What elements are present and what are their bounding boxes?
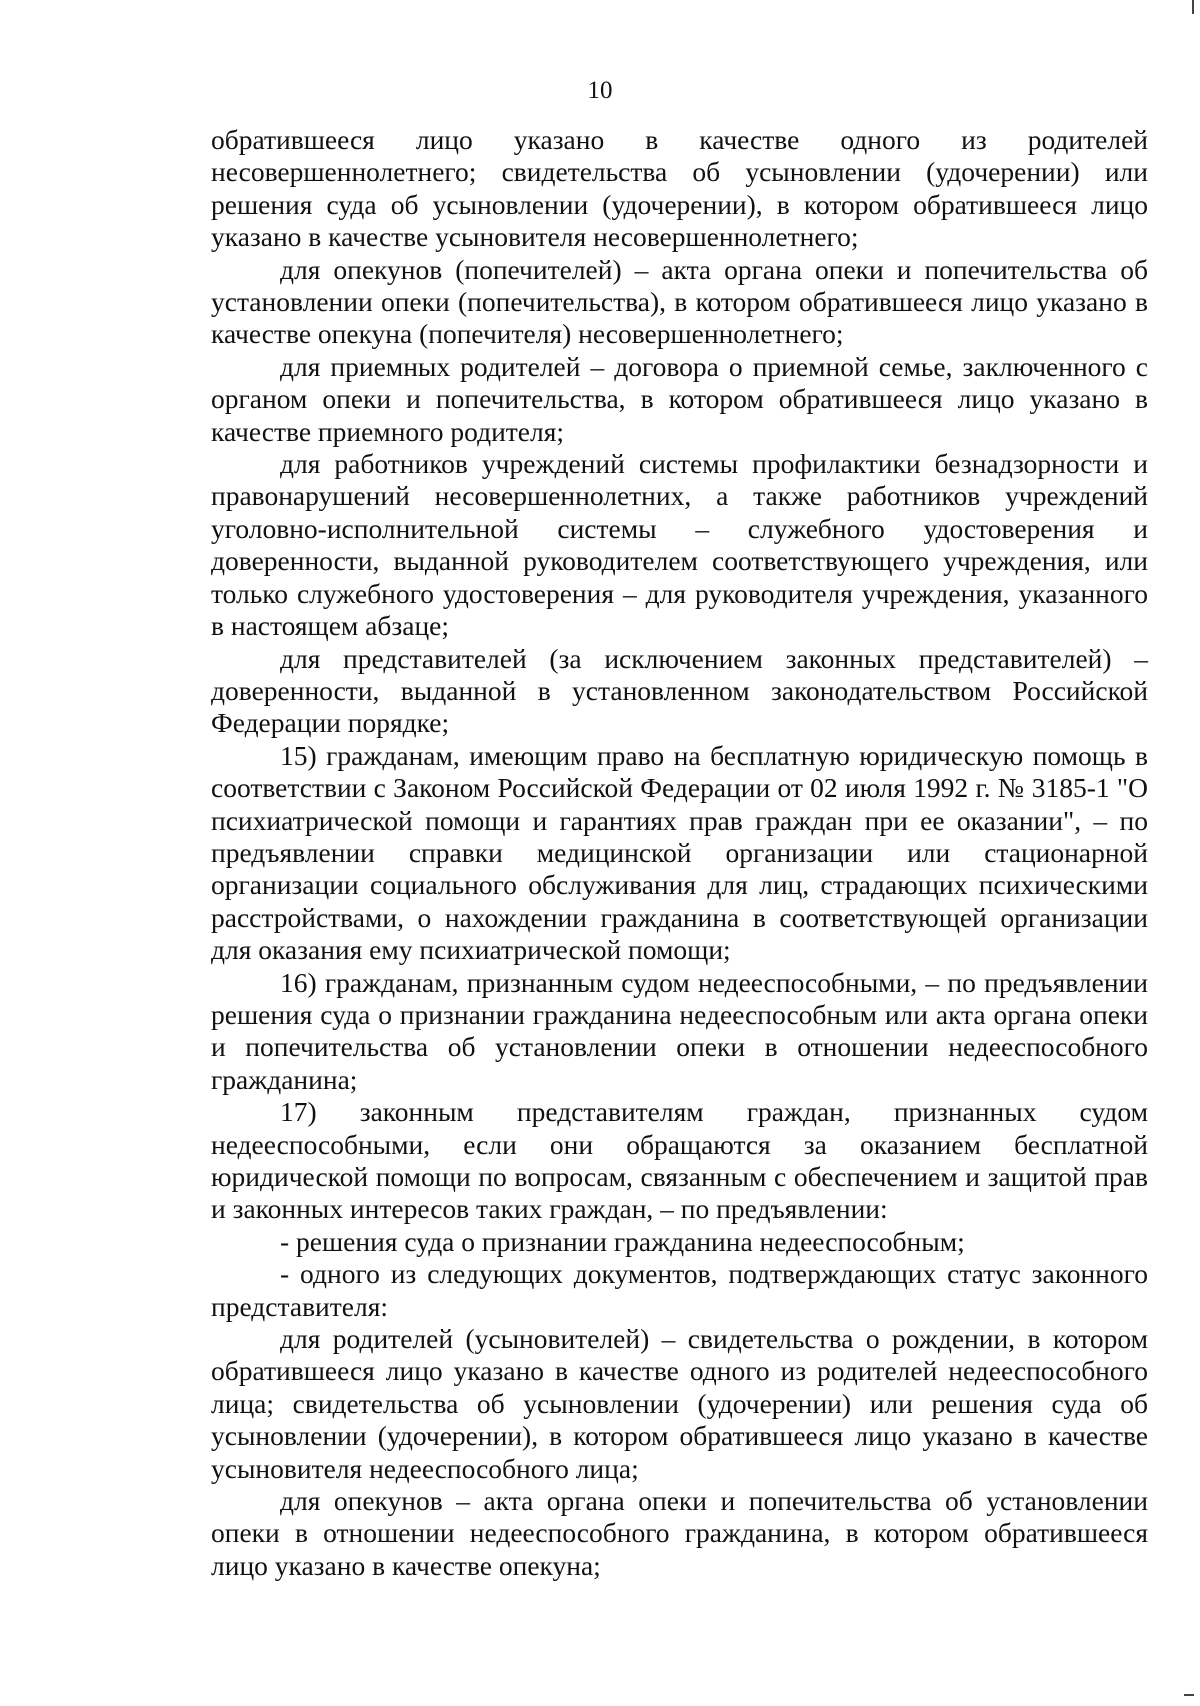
page-number: 10 [587,77,613,104]
paragraph-parents-adopters: для родителей (усыновителей) – свидетельства о рождении, в котором обратившееся лицо указано в качестве одного из родителей недееспособного лица; свидетельства об усыновлении (удочерении) или решения суда об усыновлении (удочерении), в котором обратившееся лицо указано в качестве усыновителя недееспособного лица; [211,1323,1148,1484]
document-body [211,124,1148,1582]
paragraph-representatives: для представителей (за исключением законных представителей) – доверенности, выданной в установленном законодательством Российской Федерации порядке; [211,642,1148,739]
scan-edge-mark [1184,1694,1194,1696]
paragraph-item-16: 16) гражданам, признанным судом недееспособными, – по предъявлении решения суда о признании гражданина недееспособным или акта органа опеки и попечительства об установлении опеки в отношении недееспособного гражданина; [211,966,1148,1095]
paragraph-foster-parents: для приемных родителей – договора о приемной семье, заключенного с органом опеки и попечительства, в котором обратившееся лицо указано в качестве приемного родителя; [211,350,1148,447]
scan-edge-mark [1192,0,1194,14]
paragraph-status-documents: - одного из следующих документов, подтверждающих статус законного представителя: [211,1258,1148,1322]
paragraph-continuation: обратившееся лицо указано в качестве одного из родителей несовершеннолетнего; свидетельства об усыновлении (удочерении) или решения суда об усыновлении (удочерении), в котором обратившееся лицо указано в качестве усыновителя несовершеннолетнего; [211,124,1148,253]
paragraph-item-17: 17) законным представителям граждан, признанных судом недееспособными, если они обращаются за оказанием бесплатной юридической помощи по вопросам, связанным с обеспечением и защитой прав и законных интересов таких граждан, – по предъявлении: [211,1096,1148,1225]
paragraph-item-15: 15) гражданам, имеющим право на бесплатную юридическую помощь в соответствии с Законом Российской Федерации от 02 июля 1992 г. № 3185-1 "О психиатрической помощи и гарантиях прав граждан при ее оказании", – по предъявлении справки медицинской организации или стационарной организации социального обслуживания для лиц, страдающих психическими расстройствами, о нахождении гражданина в соответствующей организации для оказания ему психиатрической помощи; [211,739,1148,966]
paragraph-guardians-incapable: для опекунов – акта органа опеки и попечительства об установлении опеки в отношении недееспособного гражданина, в котором обратившееся лицо указано в качестве опекуна; [211,1485,1148,1581]
paragraph-court-decision: - решения суда о признании гражданина недееспособным; [280,1225,965,1257]
paragraph-institution-workers: для работников учреждений системы профилактики безнадзорности и правонарушений несовершеннолетних, а также работников учреждений уголовно-исполнительной системы – служебного удостоверения и доверенности, выданной руководителем соответствующего учреждения, или только служебного удостоверения – для руководителя учреждения, указанного в настоящем абзаце; [211,448,1148,642]
paragraph-guardians: для опекунов (попечителей) – акта органа опеки и попечительства об установлении опеки (попечительства), в котором обратившееся лицо указано в качестве опекуна (попечителя) несовершеннолетнего; [211,253,1148,350]
